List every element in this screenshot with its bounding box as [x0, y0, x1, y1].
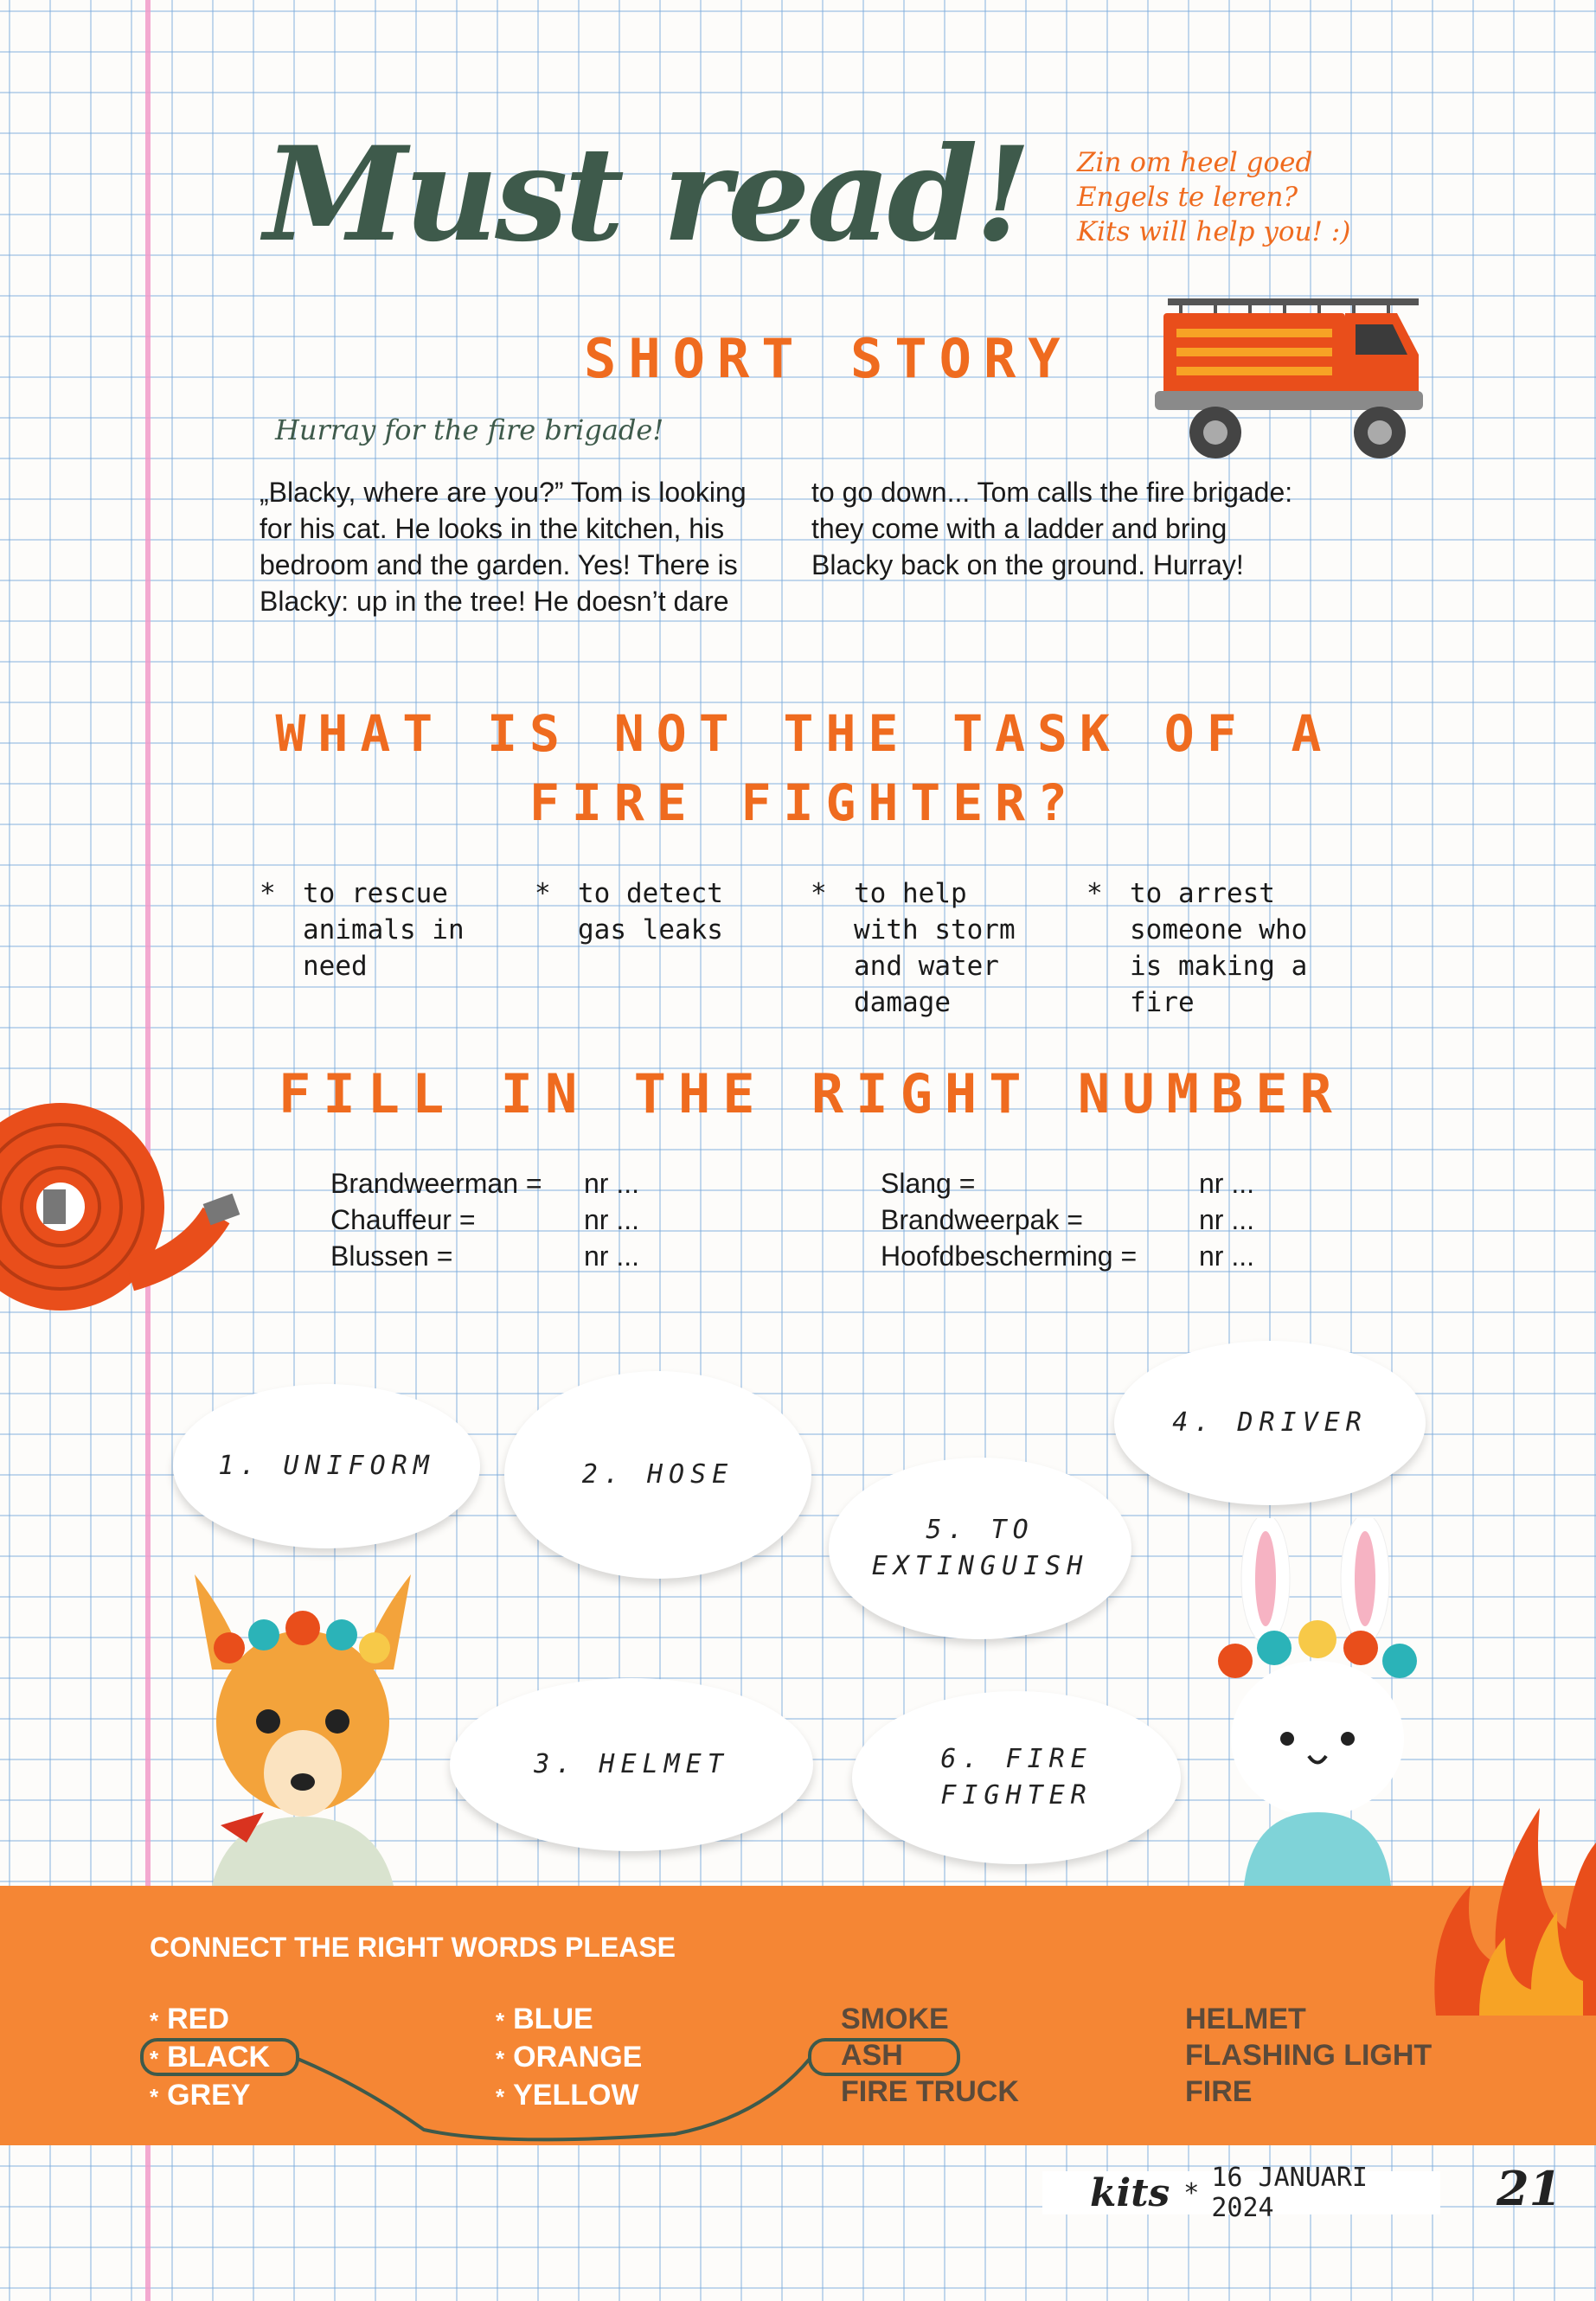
- task-heading-line-2: FIRE FIGHTER?: [529, 773, 1080, 832]
- connect-word-text: RED: [167, 2003, 229, 2035]
- option-line: and water: [854, 951, 999, 982]
- bubble-text: 2. HOSE: [581, 1459, 734, 1490]
- connect-word-text: BLACK: [167, 2041, 271, 2073]
- issue-date: 16 JANUARI 2024: [1211, 2163, 1368, 2223]
- connect-word[interactable]: [150, 2001, 270, 2039]
- connect-column-4: [1185, 2001, 1432, 2110]
- story-line: they come with a ladder and bring: [811, 513, 1227, 544]
- connect-word-text: YELLOW: [513, 2079, 639, 2112]
- star-bullet-icon: *: [150, 2084, 159, 2110]
- fill-word: Slang =: [881, 1168, 976, 1199]
- task-heading: [260, 699, 1349, 837]
- option-line: someone who: [1130, 914, 1308, 945]
- story-line: for his cat. He looks in the kitchen, his: [260, 513, 725, 544]
- fill-right-list: [881, 1165, 1254, 1274]
- fill-word: Brandweerpak =: [881, 1204, 1083, 1235]
- tagline-line-3: Kits will help you! :): [1077, 216, 1351, 247]
- fill-row: [330, 1165, 639, 1202]
- bubble-text: 3. HELMET: [534, 1749, 729, 1779]
- tagline-line-1: Zin om heel goed: [1077, 147, 1313, 178]
- fill-number: nr ...: [1199, 1168, 1255, 1199]
- task-option-2: [535, 875, 794, 948]
- fill-heading: FILL IN THE RIGHT NUMBER: [279, 1062, 1344, 1125]
- flames-illustration: [1427, 1756, 1596, 2016]
- story-line: to go down... Tom calls the fire brigade:: [811, 477, 1293, 508]
- deer-illustration: [177, 1566, 428, 1886]
- connect-word[interactable]: ASH: [841, 2039, 903, 2072]
- footer-bar: [1042, 2163, 1440, 2223]
- connect-word[interactable]: FLASHING LIGHT: [1185, 2039, 1433, 2072]
- star-bullet-icon: *: [535, 878, 551, 909]
- connect-word-text: ORANGE: [513, 2041, 643, 2073]
- story-column-1: [260, 474, 787, 619]
- option-line: need: [303, 951, 368, 982]
- bubble-text: 6. FIRE: [940, 1744, 1093, 1774]
- bubble-text: 4. DRIVER: [1172, 1407, 1368, 1438]
- page-number: 21: [1497, 2161, 1562, 2216]
- connect-word-text: BLUE: [513, 2003, 593, 2035]
- fire-hose-illustration: [0, 1086, 251, 1319]
- option-line: is making a: [1130, 951, 1308, 982]
- fire-truck-illustration: [1155, 294, 1432, 467]
- fill-row: [330, 1238, 639, 1274]
- connect-word[interactable]: [496, 2001, 642, 2039]
- star-bullet-icon: *: [811, 878, 827, 909]
- page-title: Must read!: [264, 119, 1029, 271]
- connect-word-text: GREY: [167, 2079, 251, 2112]
- option-line: to detect: [578, 878, 723, 909]
- fill-word: Chauffeur =: [330, 1204, 476, 1235]
- connect-word[interactable]: HELMET: [1185, 2003, 1306, 2035]
- brand-logo: kits: [1090, 2170, 1170, 2215]
- story-line: bedroom and the garden. Yes! There is: [260, 549, 738, 580]
- connect-word[interactable]: FIRE TRUCK: [841, 2075, 1019, 2108]
- star-bullet-icon: *: [496, 2046, 505, 2072]
- bubble-extinguish: [829, 1458, 1131, 1639]
- option-line: damage: [854, 987, 951, 1018]
- option-line: animals in: [303, 914, 465, 945]
- star-bullet-icon: *: [496, 2008, 505, 2034]
- bubble-driver: [1114, 1341, 1426, 1505]
- fill-number: nr ...: [1199, 1240, 1255, 1272]
- bubble-text: 5. TO: [926, 1515, 1035, 1545]
- bubble-fire-fighter: [852, 1691, 1181, 1864]
- bubble-text: 1. UNIFORM: [218, 1451, 435, 1481]
- story-line: Blacky: up in the tree! He doesn’t dare: [260, 586, 729, 617]
- story-column-2: [811, 474, 1339, 583]
- star-bullet-icon: *: [150, 2046, 159, 2072]
- option-line: gas leaks: [578, 914, 723, 945]
- option-line: to rescue: [303, 878, 448, 909]
- bubble-helmet: [450, 1678, 813, 1851]
- fill-row: [881, 1238, 1254, 1274]
- bubble-uniform: [173, 1384, 480, 1548]
- connect-word[interactable]: FIRE: [1185, 2075, 1253, 2108]
- connect-word[interactable]: SMOKE: [841, 2003, 949, 2035]
- fill-number: nr ...: [584, 1168, 640, 1199]
- fill-row: [881, 1165, 1254, 1202]
- bubble-hose: [504, 1371, 811, 1579]
- connection-line-drawing: [138, 2035, 969, 2156]
- story-line: Blacky back on the ground. Hurray!: [811, 549, 1244, 580]
- tagline: [1077, 145, 1350, 249]
- fill-row: [881, 1202, 1254, 1238]
- star-bullet-icon: *: [1086, 878, 1103, 909]
- bunny-illustration: [1192, 1518, 1443, 1886]
- task-option-3: [811, 875, 1070, 1021]
- story-line: „Blacky, where are you?” Tom is looking: [260, 477, 747, 508]
- short-story-heading: SHORT STORY: [584, 327, 1073, 390]
- connect-title: CONNECT THE RIGHT WORDS PLEASE: [150, 1932, 676, 1963]
- bubble-text: FIGHTER: [940, 1780, 1093, 1811]
- task-heading-line-1: WHAT IS NOT THE TASK OF A: [275, 704, 1334, 763]
- fill-row: [330, 1202, 639, 1238]
- fill-number: nr ...: [584, 1204, 640, 1235]
- bubble-text: EXTINGUISH: [871, 1551, 1089, 1581]
- fill-word: Brandweerman =: [330, 1168, 542, 1199]
- fill-word: Hoofdbescherming =: [881, 1240, 1138, 1272]
- option-line: to help: [854, 878, 967, 909]
- star-separator-icon: *: [1183, 2177, 1200, 2208]
- story-subtitle: Hurray for the fire brigade!: [275, 413, 664, 446]
- option-line: to arrest: [1130, 878, 1275, 909]
- tagline-line-2: Engels te leren?: [1077, 182, 1298, 213]
- option-line: with storm: [854, 914, 1016, 945]
- task-option-1: [260, 875, 519, 984]
- task-option-4: [1086, 875, 1346, 1021]
- star-bullet-icon: *: [260, 878, 276, 909]
- fill-number: nr ...: [1199, 1204, 1255, 1235]
- fill-left-list: [330, 1165, 639, 1274]
- star-bullet-icon: *: [150, 2008, 159, 2034]
- option-line: fire: [1130, 987, 1195, 1018]
- star-bullet-icon: *: [496, 2084, 505, 2110]
- fill-number: nr ...: [584, 1240, 640, 1272]
- fill-word: Blussen =: [330, 1240, 453, 1272]
